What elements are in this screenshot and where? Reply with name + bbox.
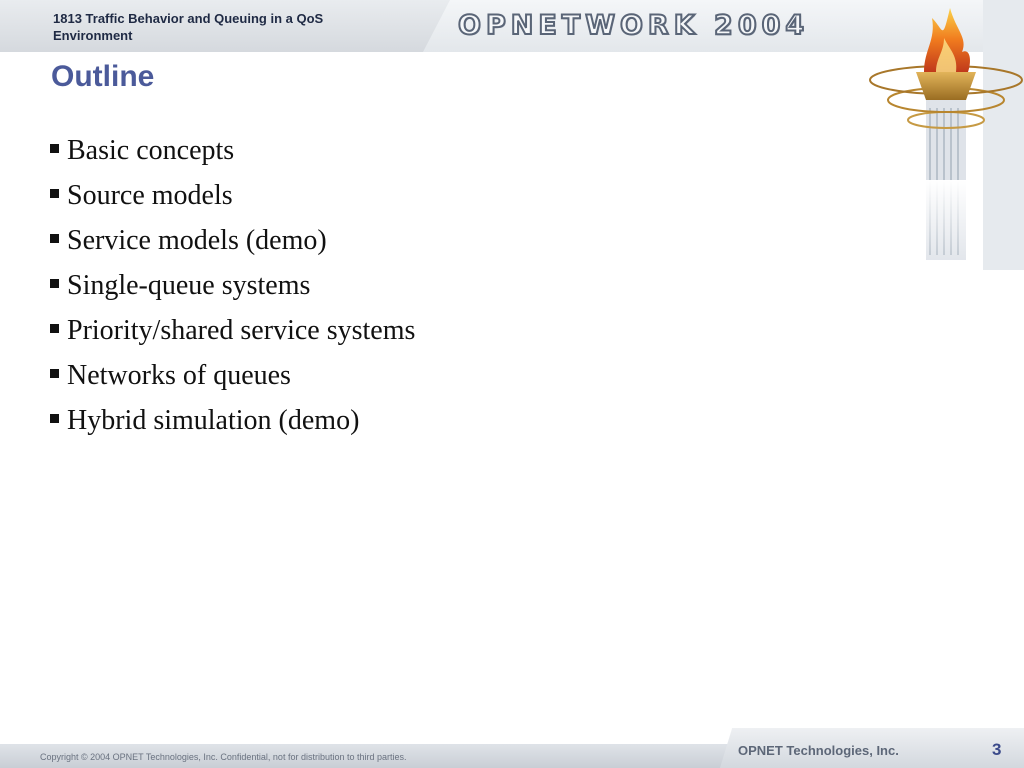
square-bullet-icon (50, 414, 59, 423)
bullet-item (50, 180, 415, 225)
bullet-item (50, 135, 415, 180)
square-bullet-icon (50, 234, 59, 243)
footer-company-name: OPNET Technologies, Inc. (738, 743, 899, 758)
brand-logo-text: OPNETWORK 2004 (458, 10, 810, 41)
bullet-item (50, 405, 415, 450)
bullet-item (50, 270, 415, 315)
square-bullet-icon (50, 324, 59, 333)
square-bullet-icon (50, 369, 59, 378)
bullet-text: Basic concepts (67, 135, 235, 166)
bullet-text: Hybrid simulation (demo) (67, 405, 360, 436)
deck-title: 1813 Traffic Behavior and Queuing in a QoS Environment (53, 11, 324, 43)
bullet-item (50, 315, 415, 360)
bullet-item (50, 225, 415, 270)
square-bullet-icon (50, 144, 59, 153)
bullet-list (50, 135, 415, 450)
slide-title: Outline (51, 60, 155, 93)
page-number: 3 (992, 740, 1002, 759)
torch-icon (866, 0, 1024, 270)
bullet-text: Priority/shared service systems (67, 315, 416, 346)
bullet-text: Single-queue systems (67, 270, 311, 301)
bullet-text: Service models (demo) (67, 225, 327, 256)
bullet-item (50, 360, 415, 405)
copyright-notice: Copyright © 2004 OPNET Technologies, Inc. Confidential, not for distribution to third parties. (40, 752, 407, 762)
bullet-text: Networks of queues (67, 360, 291, 391)
bullet-text: Source models (67, 180, 233, 211)
square-bullet-icon (50, 189, 59, 198)
square-bullet-icon (50, 279, 59, 288)
